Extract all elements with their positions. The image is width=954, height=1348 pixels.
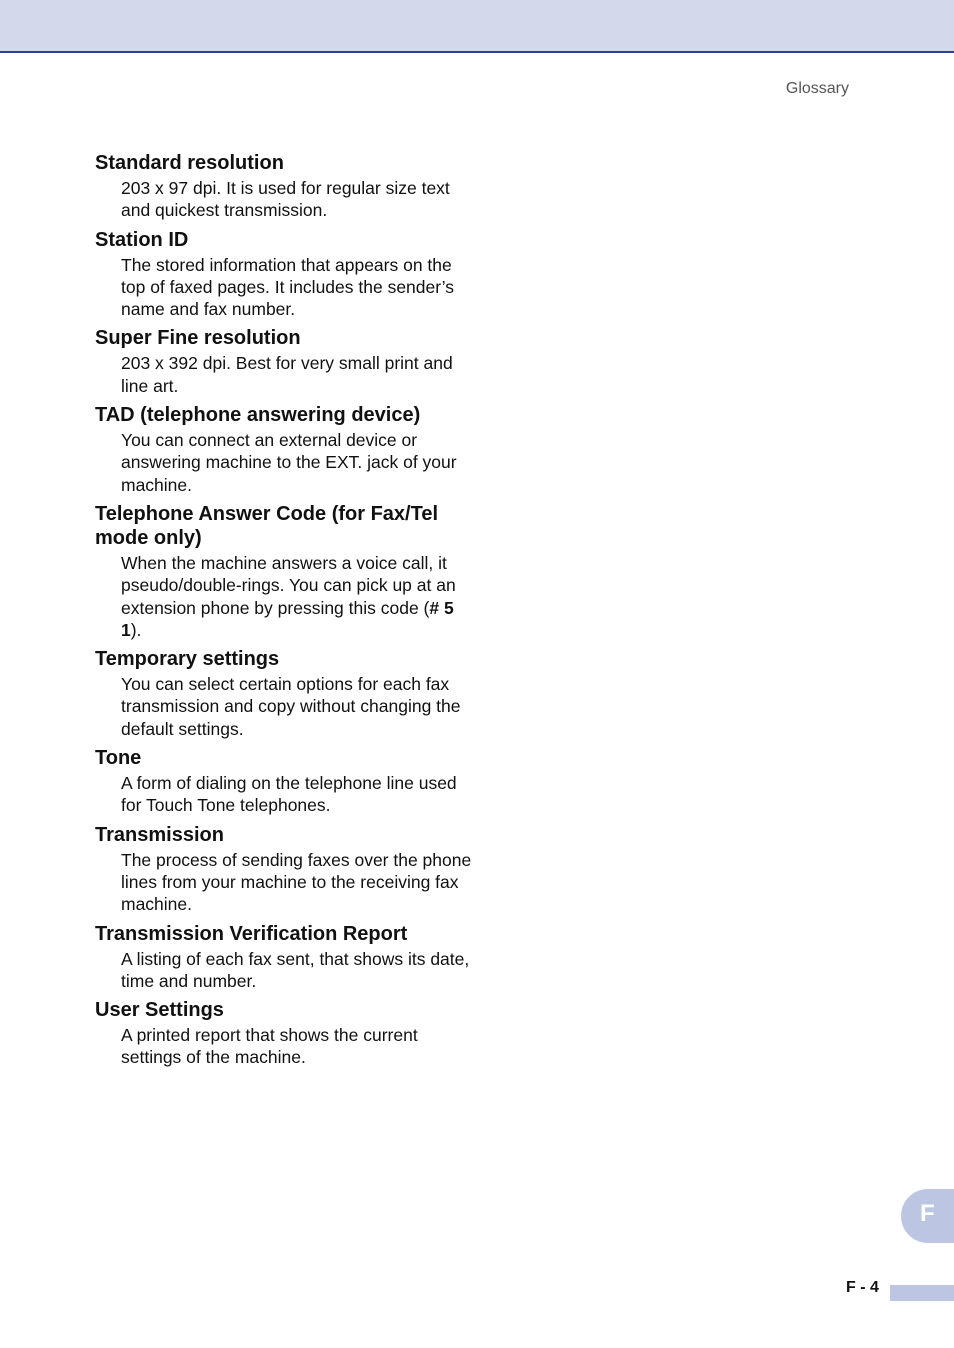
- glossary-term: Station ID: [95, 228, 189, 251]
- answer-code: # 5 1: [121, 597, 454, 640]
- glossary-definition: A listing of each fax sent, that shows its date, time and number.: [121, 948, 470, 991]
- glossary-definition: A printed report that shows the current settings of the machine.: [121, 1025, 418, 1068]
- glossary-entry: [95, 998, 475, 1069]
- glossary-term: Tone: [95, 747, 142, 770]
- chapter-tab: F: [901, 1189, 954, 1243]
- glossary-definition: [121, 552, 475, 641]
- glossary-entry: [95, 228, 475, 321]
- glossary-definition: The stored information that appears on the top of faxed pages. It includes the sender’s name and fax number.: [121, 254, 455, 320]
- glossary-definition: You can select certain options for each fax transmission and copy without changing the default settings.: [121, 674, 461, 739]
- glossary-term: Telephone Answer Code (for Fax/Tel mode only): [95, 502, 439, 549]
- glossary-term: Transmission Verification Report: [95, 922, 408, 945]
- glossary-term: TAD (telephone answering device): [95, 404, 421, 427]
- glossary-term: Standard resolution: [95, 152, 284, 174]
- definition-text: ).: [130, 619, 142, 640]
- glossary-entry: [95, 502, 475, 641]
- header-band: [0, 0, 954, 53]
- glossary-list: [95, 151, 475, 1075]
- running-header-section: Glossary: [785, 80, 849, 97]
- page-number: F - 4: [846, 1279, 879, 1296]
- glossary-entry: [95, 403, 475, 496]
- glossary-entry: [95, 746, 475, 817]
- glossary-entry: [95, 326, 475, 397]
- glossary-term: User Settings: [95, 999, 224, 1022]
- glossary-definition: 203 x 97 dpi. It is used for regular size text and quickest transmission.: [121, 178, 450, 221]
- glossary-term: Transmission: [95, 823, 224, 846]
- glossary-term: Super Fine resolution: [95, 327, 301, 350]
- glossary-entry: [95, 647, 475, 740]
- glossary-entry: [95, 922, 475, 993]
- glossary-entry: [95, 823, 475, 916]
- glossary-entry: [95, 151, 475, 222]
- glossary-term: Temporary settings: [95, 648, 280, 671]
- glossary-definition: 203 x 392 dpi. Best for very small print and line art.: [121, 353, 453, 396]
- glossary-definition: You can connect an external device or answering machine to the EXT. jack of your machine.: [121, 430, 457, 495]
- glossary-definition: A form of dialing on the telephone line used for Touch Tone telephones.: [121, 773, 457, 816]
- footer-bar: [890, 1285, 954, 1301]
- glossary-definition: The process of sending faxes over the phone lines from your machine to the receiving fax machine.: [121, 849, 472, 915]
- definition-text: When the machine answers a voice call, it pseudo/double-rings. You can pick up at an extension phone by pressing this code (: [121, 552, 456, 618]
